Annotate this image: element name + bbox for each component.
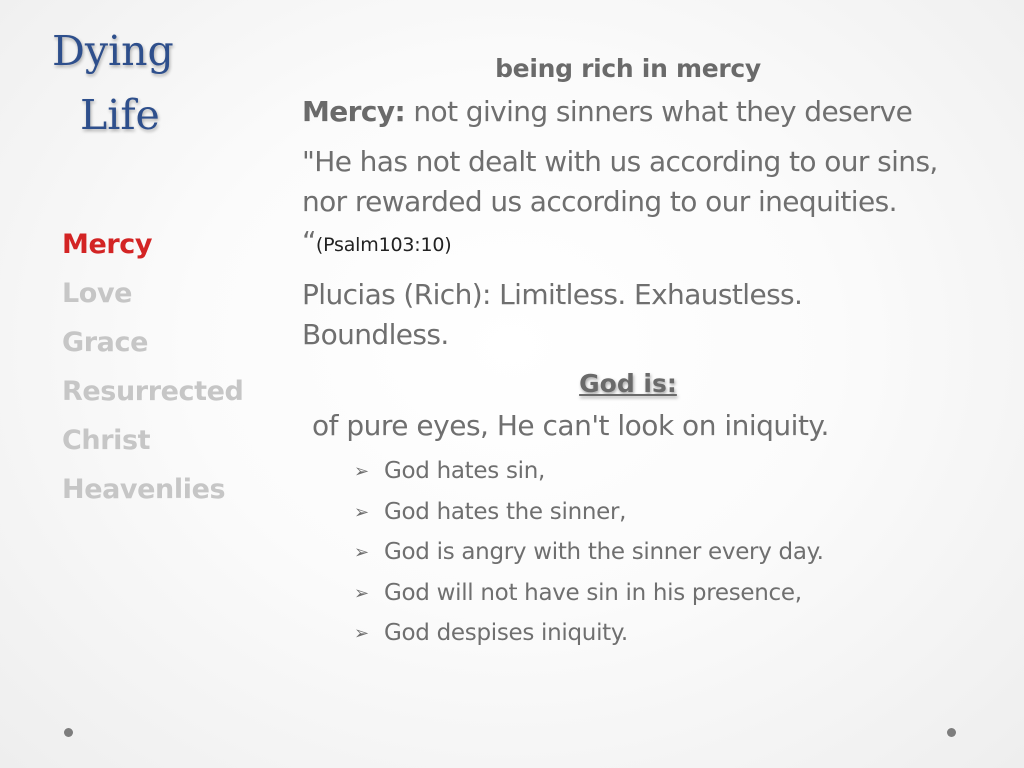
list-item <box>354 451 962 492</box>
quote-text: "He has not dealt with us according to our sins, nor rewarded us according to our inequities. “ <box>302 145 938 258</box>
list-item-text: God despises iniquity. <box>384 620 628 646</box>
title-line-1: Dying <box>52 27 174 75</box>
list-item-text: God is angry with the sinner every day. <box>384 539 824 565</box>
arrow-bullet-icon: ➢ <box>354 582 369 604</box>
plucias-definition: Plucias (Rich): Limitless. Exhaustless. Boundless. <box>302 278 803 351</box>
attribute-list <box>302 451 962 654</box>
mercy-label: Mercy: <box>302 95 406 128</box>
quote-reference: (Psalm103:10) <box>315 234 452 256</box>
god-is-heading: God is: <box>579 369 677 398</box>
list-item <box>354 613 962 654</box>
list-item <box>354 532 962 573</box>
nav-item-grace[interactable]: Grace <box>62 327 149 358</box>
content-area <box>302 50 962 654</box>
arrow-bullet-icon: ➢ <box>354 542 369 563</box>
arrow-bullet-icon: ➢ <box>354 501 369 523</box>
content-heading: being rich in mercy <box>495 54 761 83</box>
decorative-dot-left <box>64 728 73 737</box>
mercy-definition <box>302 92 942 132</box>
scripture-quote <box>302 142 942 265</box>
mercy-definition-text: not giving sinners what they deserve <box>405 95 913 128</box>
list-item <box>354 573 962 614</box>
nav-item-resurrected[interactable]: Resurrected <box>62 376 244 407</box>
list-item-text: God hates sin, <box>384 458 546 484</box>
slide-title <box>52 24 252 142</box>
nav-item-mercy[interactable]: Mercy <box>62 229 153 260</box>
title-line-2: Life <box>80 91 160 139</box>
list-item <box>354 492 962 533</box>
nav-item-love[interactable]: Love <box>62 278 133 309</box>
decorative-dot-right <box>947 728 956 737</box>
list-item-text: God will not have sin in his presence, <box>384 579 802 606</box>
topic-nav <box>62 220 282 514</box>
arrow-bullet-icon: ➢ <box>354 623 369 644</box>
arrow-bullet-icon: ➢ <box>354 461 369 482</box>
nav-item-christ[interactable]: Christ <box>62 425 151 456</box>
list-item-text: God hates the sinner, <box>384 498 627 525</box>
pure-eyes-statement: of pure eyes, He can't look on iniquity. <box>312 409 829 442</box>
nav-item-heavenlies[interactable]: Heavenlies <box>62 474 226 505</box>
